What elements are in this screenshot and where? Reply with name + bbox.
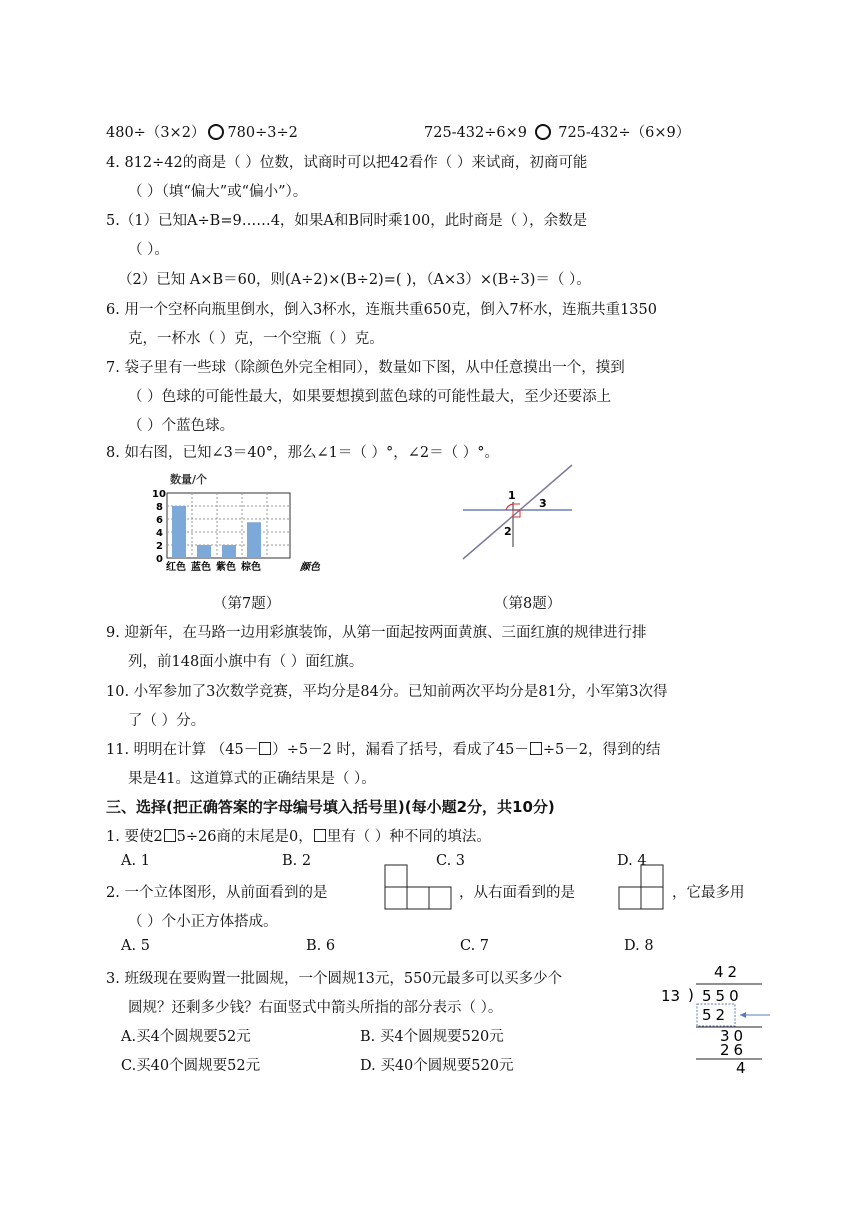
fig7-ytick: 10 [152,489,166,500]
question-11-line-1 [106,738,661,759]
blank-square [259,742,271,755]
ld-divisor: 13 [661,987,681,1005]
question-7-line-3: （ ）个蓝色球。 [128,418,235,434]
question-6-line-2: 克，一杯水（ ）克，一个空瓶（ ）克。 [128,331,384,347]
choice-3-line-1: 3. 班级现在要购置一批圆规，一个圆规13元，550元最多可以买多少个 [106,971,563,987]
fig7-bar [172,506,186,558]
fig7-xcat: 红色 [166,562,186,573]
c1-option-b[interactable]: B. 2 [282,853,312,869]
c3-option-c[interactable]: C.买40个圆规要52元 [121,1058,261,1074]
ld-step-2: 30 [720,1027,748,1045]
c2-option-c[interactable]: C. 7 [460,938,490,954]
ld-step-3: 26 [720,1041,748,1059]
question-9-line-2: 列，前148面小旗中有（ ）面红旗。 [128,654,364,670]
choice-2-pre: 2. 一个立体图形，从前面看到的是 [106,885,328,901]
blank-square [164,829,176,842]
expr-1: 480÷（3×2） [106,125,206,141]
fig7-bar [222,545,236,558]
fig7-ytick: 6 [156,515,163,526]
c3-option-b[interactable]: B. 买4个圆规要520元 [360,1029,504,1045]
fig7-ytick: 4 [156,528,163,539]
c2-option-b[interactable]: B. 6 [306,938,336,954]
q11-text-mid: ）÷5－2 时，漏看了括号，看成了45－ [272,742,529,758]
angle-2-label: 2 [504,525,512,538]
expr-3: 725-432÷6×9 [424,125,528,141]
fig7-bar [247,522,261,558]
question-4-line-2: （ ）（填“偏大”或“偏小”）。 [128,184,308,200]
q11-text-post: ÷5－2，得到的结 [542,742,661,758]
expr-2: 780÷3÷2 [227,125,298,141]
fig7-ytick: 8 [156,502,163,513]
arrow-icon [740,1012,746,1018]
c1-option-c[interactable]: C. 3 [436,853,466,869]
c1-option-d[interactable]: D. 4 [617,853,647,869]
choice-2-line-2: （ ）个小正方体搭成。 [128,914,278,930]
c2-option-a[interactable]: A. 5 [121,938,150,954]
fig7-bar [197,545,211,558]
question-5-line-3: （2）已知 A×B＝60，则(A÷2)×(B÷2)=( )，（A×3）×(B÷3)＝（ ）。 [118,272,591,288]
choice-2-mid: ，从右面看到的是 [459,885,575,901]
comparison-row-2 [424,121,690,142]
section-3-title: 三、选择(把正确答案的字母编号填入括号里) [106,798,405,816]
fig7-xcat: 棕色 [241,562,261,573]
question-10-line-1: 10. 小军参加了3次数学竞赛，平均分是84分。已知前两次平均分是81分，小军第3次得 [106,684,668,700]
choice-3-line-2: 圆规？还剩多少钱？右面竖式中箭头所指的部分表示（ ）。 [128,1000,503,1016]
fig7-xlabel: 颜色 [300,562,320,573]
question-11-line-2: 果是41。这道算式的正确结果是（ ）。 [128,771,376,787]
blank-square [314,829,326,842]
compare-circle-2[interactable] [535,124,551,140]
ld-step-4: 4 [736,1059,746,1077]
c1-option-a[interactable]: A. 1 [121,853,150,869]
fig7-ytick: 0 [156,554,163,565]
question-9-line-1: 9. 迎新年，在马路一边用彩旗装饰，从第一面起按两面黄旗、三面红旗的规律进行排 [106,625,647,641]
angle-3-label: 3 [539,497,547,510]
ld-step-1: 52 [702,1006,730,1024]
c1-mid: 5÷26商的末尾是0， [176,829,313,845]
long-division [658,962,778,1082]
choice-2-post: ，它最多用 [672,885,745,901]
expr-4: 725-432÷（6×9） [558,125,691,141]
question-5-line-2: （ ）。 [128,242,169,258]
front-view-shape [384,864,454,910]
comparison-row [106,121,298,142]
fig7-ytick: 2 [156,541,163,552]
section-3-score: (每小题2分，共10分) [404,798,555,816]
ld-quotient: 42 [714,963,742,981]
fig7-xcat: 蓝色 [191,562,211,573]
q11-text-pre: 11. 明明在计算 （45－ [106,742,259,758]
question-5-line-1: 5.（1）已知A÷B=9……4，如果A和B同时乘100，此时商是（ ），余数是 [106,213,588,229]
ld-bracket-icon: ) [688,986,694,1004]
right-view-shape [618,864,666,910]
ld-dividend: 550 [702,987,743,1005]
fig7-xcat: 紫色 [216,562,236,573]
c3-option-a[interactable]: A.买4个圆规要52元 [121,1029,251,1045]
choice-1 [106,825,491,846]
c3-option-d[interactable]: D. 买40个圆规要520元 [360,1058,514,1074]
section-3-heading [106,796,555,817]
question-4-line-1: 4. 812÷42的商是（ ）位数，试商时可以把42看作（ ）来试商，初商可能 [106,155,588,171]
question-6-line-1: 6. 用一个空杯向瓶里倒水，倒入3杯水，连瓶共重650克，倒入7杯水，连瓶共重1350 [106,302,657,318]
question-8: 8. 如右图，已知∠3＝40°，那么∠1＝（ ）°，∠2＝（ ）°。 [106,445,499,461]
fig7-bar-chart [150,468,350,578]
blank-square [530,742,542,755]
c1-pre: 1. 要使2 [106,829,163,845]
c2-option-d[interactable]: D. 8 [624,938,654,954]
question-10-line-2: 了（ ）分。 [128,713,206,729]
fig8-angle-diagram [460,463,590,573]
fig7-caption: （第7题） [213,596,281,612]
question-7-line-2: （ ）色球的可能性最大，如果要想摸到蓝色球的可能性最大，至少还要添上 [128,389,612,405]
question-7-line-1: 7. 袋子里有一些球（除颜色外完全相同），数量如下图，从中任意摸出一个，摸到 [106,360,625,376]
fig7-ylabel: 数量/个 [170,473,208,486]
compare-circle-1[interactable] [208,124,224,140]
fig8-caption: （第8题） [494,596,562,612]
angle-1-label: 1 [508,489,516,502]
c1-post: 里有（ ）种不同的填法。 [326,829,491,845]
